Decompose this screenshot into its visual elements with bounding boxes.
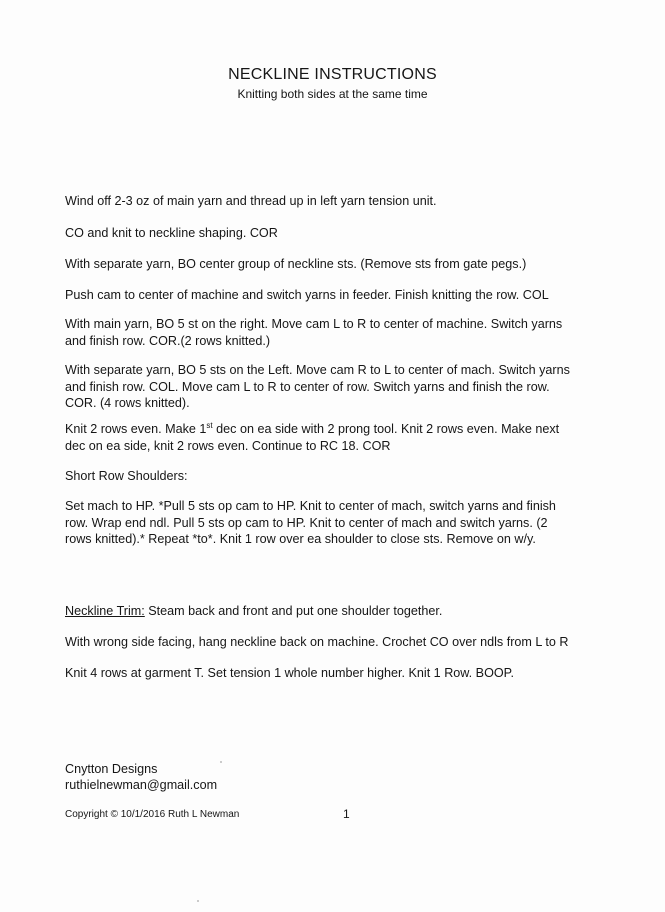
text-line: dec on ea side, knit 2 rows even. Continue to RC 18. COR	[65, 438, 391, 453]
instruction-bind-off-center: With separate yarn, BO center group of neckline sts. (Remove sts from gate pegs.)	[65, 257, 527, 271]
scan-speck	[197, 900, 199, 902]
company-name: Cnytton Designs	[65, 762, 158, 776]
text-line: With main yarn, BO 5 st on the right. Move cam L to R to center of machine. Switch yarns	[65, 317, 563, 331]
instruction-cast-on: CO and knit to neckline shaping. COR	[65, 226, 278, 240]
text-line: and finish row. COR.(2 rows knitted.)	[65, 333, 271, 348]
text-line: With separate yarn, BO 5 sts on the Left. Move cam R to L to center of mach. Switch yarns	[65, 363, 570, 377]
page-title: NECKLINE INSTRUCTIONS	[228, 66, 437, 83]
instruction-decrease	[65, 421, 625, 454]
text-fragment: dec on ea side with 2 prong tool. Knit 2 rows even. Make next	[212, 422, 560, 436]
instruction-push-cam: Push cam to center of machine and switch yarns in feeder. Finish knitting the row. COL	[65, 288, 549, 302]
copyright-notice: Copyright © 10/1/2016 Ruth L Newman	[65, 809, 240, 820]
instruction-separate-yarn	[65, 362, 625, 412]
instruction-knit-rows: Knit 4 rows at garment T. Set tension 1 whole number higher. Knit 1 Row. BOOP.	[65, 666, 514, 680]
instruction-short-row-shoulders	[65, 498, 625, 548]
text-line: and finish row. COL. Move cam L to R to center of row. Switch yarns and finish the row.	[65, 379, 550, 394]
text-line: Set mach to HP. *Pull 5 sts op cam to HP. Knit to center of mach, switch yarns and finish	[65, 499, 556, 513]
instruction-main-yarn	[65, 316, 625, 349]
scan-speck	[220, 761, 222, 763]
section-heading-short-row: Short Row Shoulders:	[65, 469, 188, 483]
page-number: 1	[343, 807, 350, 821]
text-line	[65, 421, 625, 438]
instruction-wrong-side: With wrong side facing, hang neckline back on machine. Crochet CO over ndls from L to R	[65, 635, 569, 649]
text-fragment: Knit 2 rows even. Make 1	[65, 422, 207, 436]
text-line: COR. (4 rows knitted).	[65, 396, 190, 410]
section-heading-neckline-trim: Neckline Trim:	[65, 604, 145, 618]
ordinal-suffix: st	[206, 421, 213, 430]
text-line: row. Wrap end ndl. Pull 5 sts op cam to HP. Knit to center of mach and switch yarns. (2	[65, 515, 548, 530]
instruction-wind-off: Wind off 2-3 oz of main yarn and thread up in left yarn tension unit.	[65, 194, 437, 208]
instruction-neckline-trim	[65, 603, 625, 620]
email-address: ruthielnewman@gmail.com	[65, 778, 218, 792]
text-line: rows knitted).* Repeat *to*. Knit 1 row over ea shoulder to close sts. Remove on w/y.	[65, 532, 536, 546]
page-subtitle: Knitting both sides at the same time	[237, 87, 428, 101]
text-fragment: Steam back and front and put one shoulder together.	[144, 604, 443, 618]
